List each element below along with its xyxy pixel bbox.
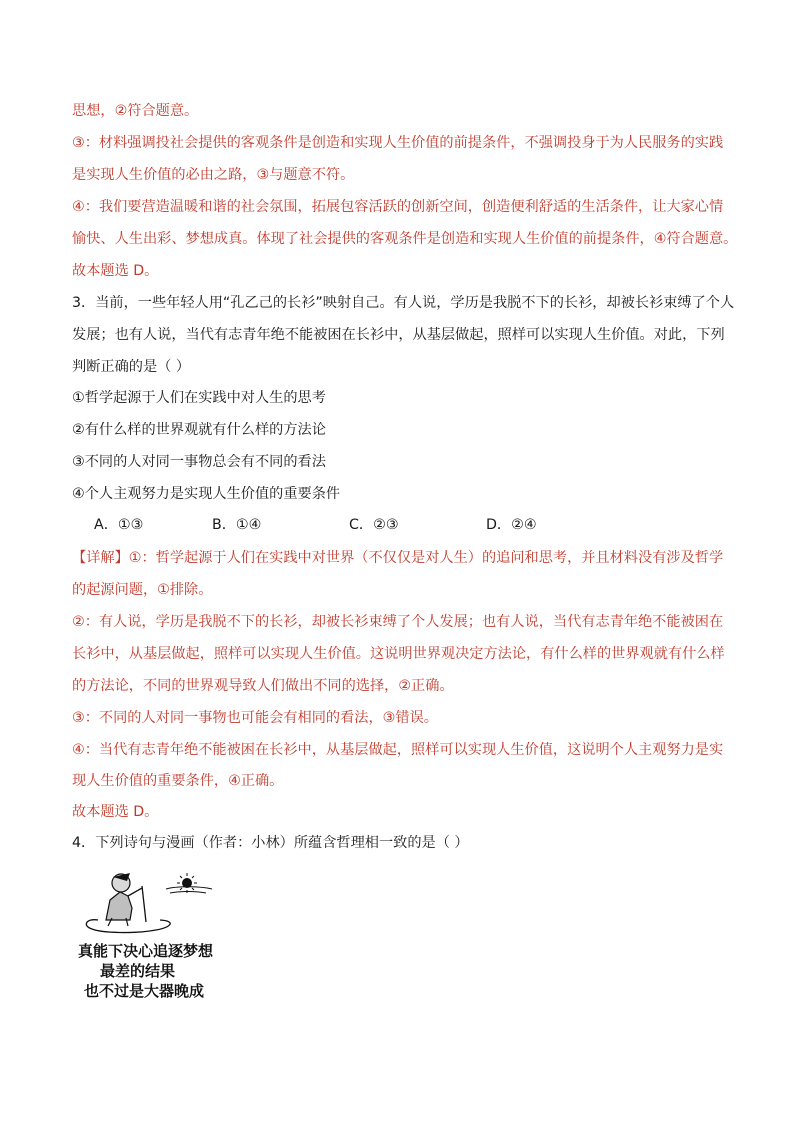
q3-explanation-line: 的起源问题，①排除。 — [72, 582, 213, 598]
cartoon-caption-line: 也不过是大器晚成 — [84, 982, 205, 1000]
q3-option: ②有什么样的世界观就有什么样的方法论 — [72, 422, 326, 438]
q3-stem: 3．当前，一些年轻人用“孔乙己的长衫”映射自己。有人说，学历是我脱不下的长衫，却被长衫束缚了个人 — [72, 295, 735, 311]
q2-explanation-line: 是实现人生价值的必由之路，③与题意不符。 — [72, 167, 355, 183]
q3-explanation-line: ③：不同的人对同一事物也可能会有相同的看法，③错误。 — [72, 710, 438, 726]
q3-choice-b: B．①④ — [212, 517, 262, 533]
q3-choice-d: D．②④ — [486, 517, 537, 533]
q3-choice-c: C．②③ — [349, 517, 399, 533]
q2-explanation-line: ④：我们要营造温暖和谐的社会氛围，拓展包容活跃的创新空间，创造便利舒适的生活条件，让大家心情 — [72, 199, 724, 215]
q2-answer: 故本题选 D。 — [72, 263, 159, 279]
q3-choice-a: A．①③ — [94, 517, 144, 533]
cartoon-caption-line: 最差的结果 — [100, 962, 176, 980]
q3-explanation-line: ②：有人说，学历是我脱不下的长衫，却被长衫束缚了个人发展；也有人说，当代有志青年绝不能被困在 — [72, 614, 724, 630]
cartoon-caption-line: 真能下决心追逐梦想 — [78, 942, 214, 960]
cartoon-drawing — [86, 873, 212, 933]
q2-explanation-line: 愉快、人生出彩、梦想成真。体现了社会提供的客观条件是创造和实现人生价值的前提条件，④符合题意。 — [72, 231, 738, 247]
q3-option: ③不同的人对同一事物总会有不同的看法 — [72, 454, 326, 470]
q3-stem: 判断正确的是（ ） — [72, 359, 191, 375]
q3-explanation-line: 长衫中，从基层做起，照样可以实现人生价值。这说明世界观决定方法论，有什么样的世界观就有什么样 — [72, 646, 725, 662]
q3-option: ④个人主观努力是实现人生价值的重要条件 — [72, 486, 341, 502]
q2-explanation-line: 思想，②符合题意。 — [72, 103, 199, 119]
q3-explanation-line: 【详解】①：哲学起源于人们在实践中对世界（不仅仅是对人生）的追问和思考，并且材料没有涉及哲学 — [72, 550, 724, 566]
q4-stem: 4．下列诗句与漫画（作者：小林）所蕴含哲理相一致的是（ ） — [72, 835, 469, 851]
q3-explanation-line: 的方法论，不同的世界观导致人们做出不同的选择，②正确。 — [72, 678, 454, 694]
q3-stem: 发展；也有人说，当代有志青年绝不能被困在长衫中，从基层做起，照样可以实现人生价值。对此，下列 — [72, 327, 725, 343]
q3-answer: 故本题选 D。 — [72, 804, 159, 820]
cartoon-illustration — [76, 860, 226, 1000]
q3-explanation-line: 现人生价值的重要条件，④正确。 — [72, 773, 284, 789]
q3-option: ①哲学起源于人们在实践中对人生的思考 — [72, 390, 326, 406]
q2-explanation-line: ③：材料强调投社会提供的客观条件是创造和实现人生价值的前提条件，不强调投身于为人民服务的实践 — [72, 135, 724, 151]
q3-explanation-line: ④：当代有志青年绝不能被困在长衫中，从基层做起，照样可以实现人生价值，这说明个人主观努力是实 — [72, 742, 724, 758]
